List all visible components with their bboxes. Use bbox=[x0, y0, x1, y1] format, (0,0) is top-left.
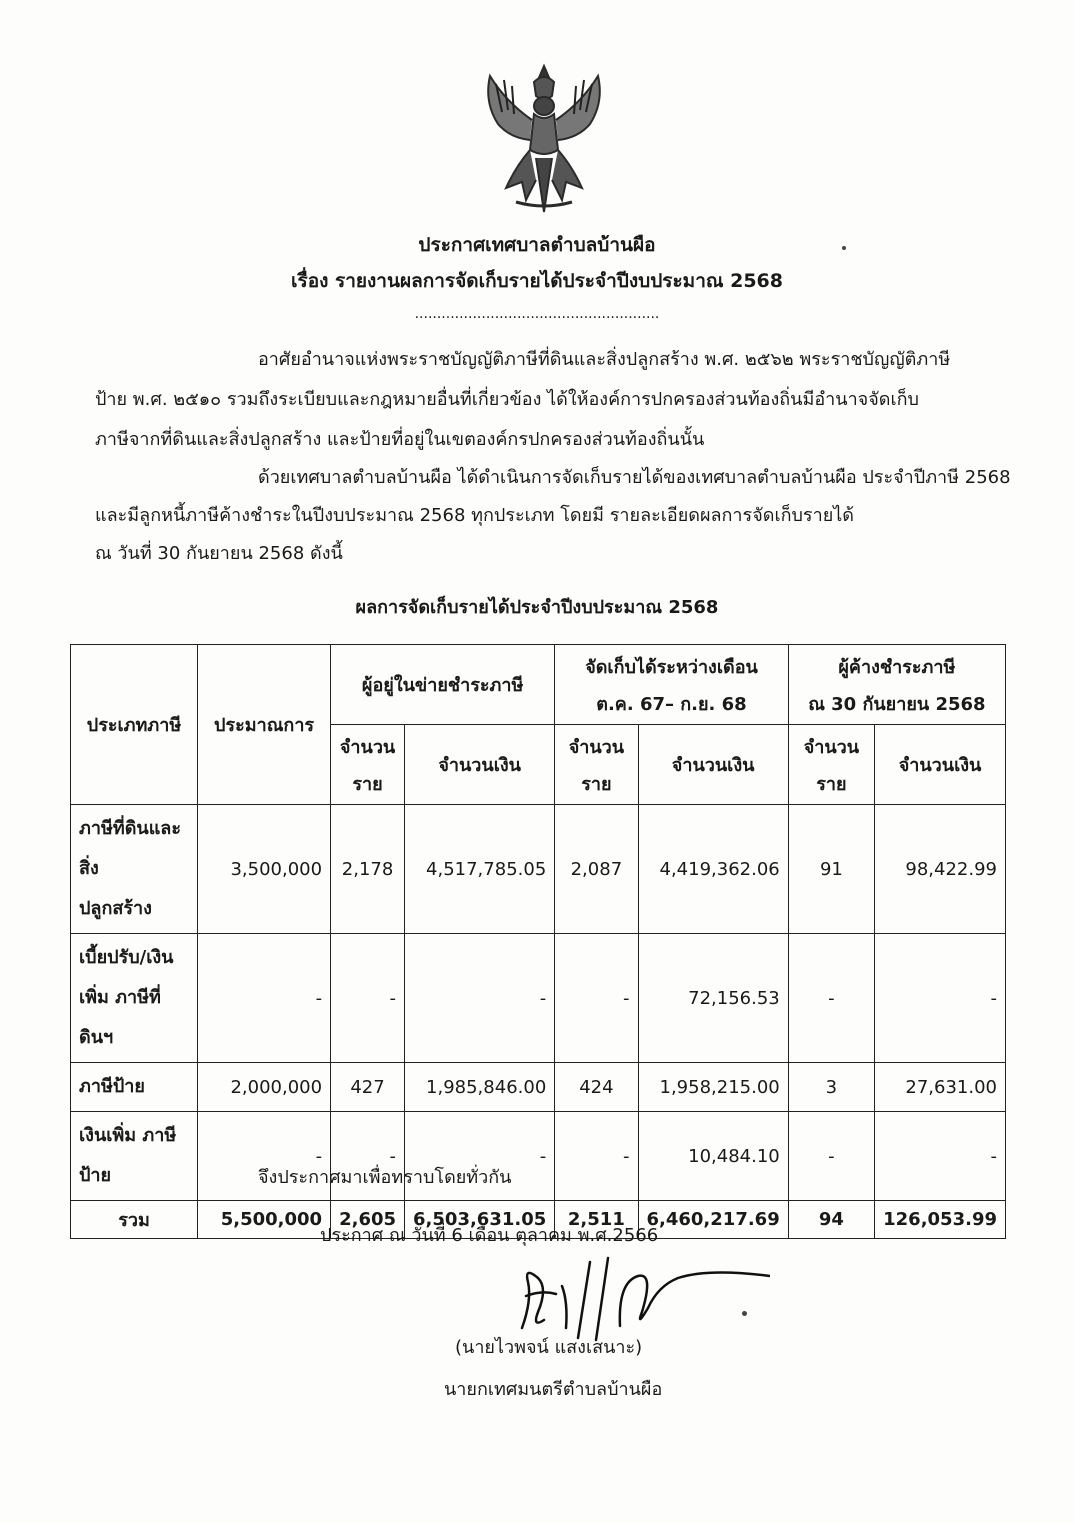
table-row bbox=[71, 1112, 1006, 1201]
cell-collected-count: - bbox=[555, 1112, 638, 1201]
subheader-collected-count bbox=[555, 725, 638, 805]
table-row bbox=[71, 1063, 1006, 1112]
subheader-net-count bbox=[331, 725, 405, 805]
row-label-line-1: เงินเพิ่ม ภาษี bbox=[79, 1125, 177, 1146]
total-estimate: 5,500,000 bbox=[198, 1201, 331, 1239]
cell-estimate: 3,500,000 bbox=[198, 805, 331, 934]
subheader-count-line-1: จำนวน bbox=[803, 736, 860, 758]
cell-net-count: 427 bbox=[331, 1063, 405, 1112]
header-in-tax-net: ผู้อยู่ในข่ายชำระภาษี bbox=[331, 645, 555, 725]
header-arrears-line-2: ณ 30 กันยายน 2568 bbox=[808, 693, 986, 715]
cell-estimate: - bbox=[198, 1112, 331, 1201]
subheader-net-amount: จำนวนเงิน bbox=[405, 725, 555, 805]
cell-collected-amount: 10,484.10 bbox=[638, 1112, 788, 1201]
cell-collected-amount: 72,156.53 bbox=[638, 934, 788, 1063]
cell-collected-count: 2,087 bbox=[555, 805, 638, 934]
cell-arrears-count: - bbox=[788, 1112, 874, 1201]
announcement-subject: เรื่อง รายงานผลการจัดเก็บรายได้ประจำปีงบประมาณ 2568 bbox=[291, 270, 783, 292]
cell-net-amount: - bbox=[405, 934, 555, 1063]
row-label: ภาษีป้าย bbox=[71, 1063, 198, 1112]
total-arrears-amount: 126,053.99 bbox=[875, 1201, 1006, 1239]
table-title: ผลการจัดเก็บรายได้ประจำปีงบประมาณ 2568 bbox=[355, 597, 719, 618]
subheader-count-line-2: ราย bbox=[816, 773, 847, 795]
row-label bbox=[71, 805, 198, 934]
subheader-collected-amount: จำนวนเงิน bbox=[638, 725, 788, 805]
row-label-line-2: ปลูกสร้าง bbox=[79, 898, 152, 919]
closing-announcement: จึงประกาศมาเพื่อทราบโดยทั่วกัน bbox=[258, 1167, 512, 1188]
cell-arrears-count: 3 bbox=[788, 1063, 874, 1112]
row-label bbox=[71, 934, 198, 1063]
cell-net-amount: - bbox=[405, 1112, 555, 1201]
total-collected-amount: 6,460,217.69 bbox=[638, 1201, 788, 1239]
header-collected bbox=[555, 645, 788, 725]
cell-arrears-amount: 27,631.00 bbox=[875, 1063, 1006, 1112]
cell-estimate: - bbox=[198, 934, 331, 1063]
header-estimate: ประมาณการ bbox=[198, 645, 331, 805]
row-label-line-2: ป้าย bbox=[79, 1165, 112, 1186]
cell-collected-count: 424 bbox=[555, 1063, 638, 1112]
cell-arrears-count: - bbox=[788, 934, 874, 1063]
total-arrears-count: 94 bbox=[788, 1201, 874, 1239]
row-label-line-2: เพิ่ม ภาษีที่ดินฯ bbox=[79, 987, 161, 1048]
cell-estimate: 2,000,000 bbox=[198, 1063, 331, 1112]
cell-arrears-amount: - bbox=[875, 1112, 1006, 1201]
cell-net-amount: 4,517,785.05 bbox=[405, 805, 555, 934]
separator-dots: ....................................................... bbox=[414, 306, 660, 322]
subheader-count-line-2: ราย bbox=[352, 773, 383, 795]
row-label-line-1: ภาษีที่ดินและสิ่ง bbox=[79, 818, 181, 879]
paragraph-2-line-2: และมีลูกหนี้ภาษีค้างชำระในปีงบประมาณ 2568 ทุกประเภท โดยมี รายละเอียดผลการจัดเก็บรายได้ bbox=[95, 505, 854, 526]
announcement-date: ประกาศ ณ วันที่ 6 เดือน ตุลาคม พ.ศ.2566 bbox=[320, 1225, 659, 1246]
cell-collected-amount: 1,958,215.00 bbox=[638, 1063, 788, 1112]
paragraph-1-line-1: อาศัยอำนาจแห่งพระราชบัญญัติภาษีที่ดินและสิ่งปลูกสร้าง พ.ศ. ๒๕๖๒ พระราชบัญญัติภาษี bbox=[258, 349, 951, 370]
ink-dot bbox=[842, 246, 846, 250]
table-row bbox=[71, 805, 1006, 934]
cell-collected-count: - bbox=[555, 934, 638, 1063]
signatory-name: (นายไวพจน์ แสงเสนาะ) bbox=[455, 1337, 643, 1358]
total-label: รวม bbox=[71, 1201, 198, 1239]
row-label bbox=[71, 1112, 198, 1201]
signatory-position: นายกเทศมนตรีตำบลบ้านผือ bbox=[444, 1379, 663, 1400]
paragraph-1-line-2: ป้าย พ.ศ. ๒๕๑๐ รวมถึงระเบียบและกฎหมายอื่นที่เกี่ยวข้อง ได้ให้องค์การปกครองส่วนท้องถิ่นมีอำนาจจัดเก็บ bbox=[95, 389, 919, 410]
paragraph-2-line-1: ด้วยเทศบาลตำบลบ้านผือ ได้ดำเนินการจัดเก็บรายได้ของเทศบาลตำบลบ้านผือ ประจำปีภาษี 2568 bbox=[258, 467, 1011, 488]
header-collected-line-1: จัดเก็บได้ระหว่างเดือน bbox=[585, 656, 758, 678]
subheader-count-line-1: จำนวน bbox=[568, 736, 625, 758]
paragraph-2-line-3: ณ วันที่ 30 กันยายน 2568 ดังนี้ bbox=[95, 543, 343, 564]
cell-net-amount: 1,985,846.00 bbox=[405, 1063, 555, 1112]
garuda-emblem bbox=[476, 62, 612, 216]
cell-net-count: - bbox=[331, 934, 405, 1063]
cell-arrears-amount: - bbox=[875, 934, 1006, 1063]
subheader-count-line-1: จำนวน bbox=[339, 736, 396, 758]
cell-arrears-amount: 98,422.99 bbox=[875, 805, 1006, 934]
header-tax-type: ประเภทภาษี bbox=[71, 645, 198, 805]
header-collected-line-2: ต.ค. 67– ก.ย. 68 bbox=[596, 693, 747, 715]
announcement-title: ประกาศเทศบาลตำบลบ้านผือ bbox=[418, 234, 656, 256]
total-collected-count: 2,511 bbox=[555, 1201, 638, 1239]
total-net-amount: 6,503,631.05 bbox=[405, 1201, 555, 1239]
header-arrears-line-1: ผู้ค้างชำระภาษี bbox=[838, 656, 956, 678]
subheader-count-line-2: ราย bbox=[581, 773, 612, 795]
cell-net-count: 2,178 bbox=[331, 805, 405, 934]
revenue-table bbox=[70, 644, 1006, 1239]
subheader-arrears-count bbox=[788, 725, 874, 805]
total-net-count: 2,605 bbox=[331, 1201, 405, 1239]
cell-arrears-count: 91 bbox=[788, 805, 874, 934]
paragraph-1-line-3: ภาษีจากที่ดินและสิ่งปลูกสร้าง และป้ายที่อยู่ในเขตองค์กรปกครองส่วนท้องถิ่นนั้น bbox=[95, 429, 705, 450]
row-label-line-1: เบี้ยปรับ/เงิน bbox=[79, 947, 174, 968]
ink-dot bbox=[742, 1311, 747, 1316]
header-arrears bbox=[788, 645, 1005, 725]
table-row bbox=[71, 934, 1006, 1063]
cell-net-count: - bbox=[331, 1112, 405, 1201]
cell-collected-amount: 4,419,362.06 bbox=[638, 805, 788, 934]
subheader-arrears-amount: จำนวนเงิน bbox=[875, 725, 1006, 805]
